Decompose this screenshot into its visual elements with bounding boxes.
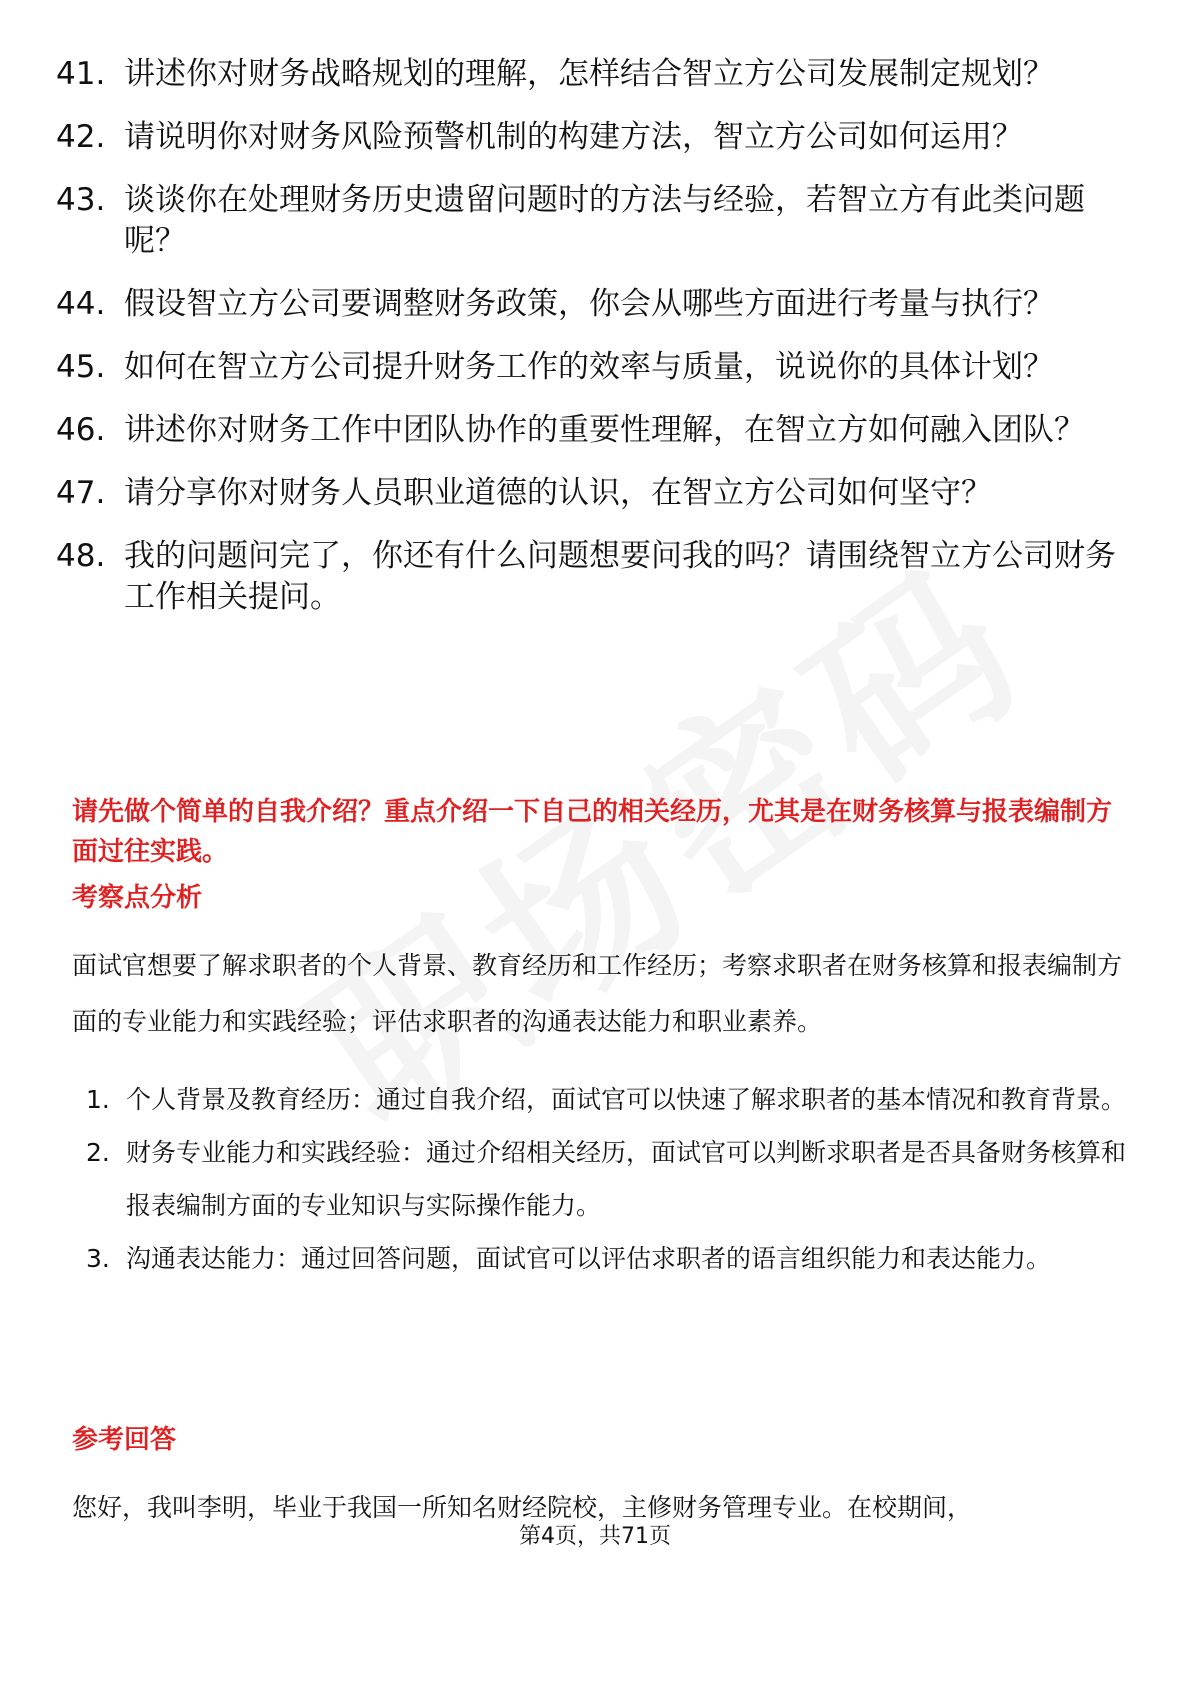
analysis-point (86, 1073, 1126, 1126)
question-item (56, 536, 1126, 618)
analysis-intro: 面试官想要了解求职者的个人背景、教育经历和工作经历；考察求职者在财务核算和报表编制方面的专业能力和实践经验；评估求职者的沟通表达能力和职业素养。 (72, 951, 1123, 1036)
question-item (56, 117, 1126, 158)
answer-heading: 参考回答 (72, 1425, 177, 1455)
analysis-point-text: 个人背景及教育经历：通过自我介绍，面试官可以快速了解求职者的基本情况和教育背景。 (126, 1085, 1127, 1114)
analysis-point-number: 1. (86, 1085, 110, 1114)
question-number: 46. (56, 412, 106, 448)
question-item (56, 347, 1126, 388)
question-number: 44. (56, 286, 106, 322)
question-item (56, 54, 1126, 95)
answer-text: 您好，我叫李明，毕业于我国一所知名财经院校，主修财务管理专业。在校期间， (72, 1493, 973, 1522)
question-item (56, 180, 1126, 262)
question-number: 45. (56, 349, 106, 385)
question-number: 48. (56, 538, 106, 574)
question-text: 如何在智立方公司提升财务工作的效率与质量，说说你的具体计划？ (124, 349, 1054, 385)
question-number: 47. (56, 475, 106, 511)
question-text: 请说明你对财务风险预警机制的构建方法，智立方公司如何运用？ (124, 119, 1023, 155)
featured-question: 请先做个简单的自我介绍？重点介绍一下自己的相关经历，尤其是在财务核算与报表编制方面过往实践。 (72, 797, 1113, 867)
question-text: 讲述你对财务工作中团队协作的重要性理解，在智立方如何融入团队？ (124, 412, 1085, 448)
analysis-point-number: 3. (86, 1244, 110, 1273)
question-text: 讲述你对财务战略规划的理解，怎样结合智立方公司发展制定规划？ (124, 56, 1054, 92)
question-number: 43. (56, 182, 106, 218)
question-text: 假设智立方公司要调整财务政策，你会从哪些方面进行考量与执行？ (124, 286, 1054, 322)
page-number: 第4页，共71页 (0, 1522, 1190, 1552)
question-item (56, 284, 1126, 325)
analysis-point-number: 2. (86, 1138, 110, 1167)
question-number: 42. (56, 119, 106, 155)
question-text: 谈谈你在处理财务历史遗留问题时的方法与经验，若智立方有此类问题呢？ (124, 182, 1085, 259)
question-number: 41. (56, 56, 106, 92)
question-list (56, 54, 1126, 640)
analysis-point-text: 财务专业能力和实践经验：通过介绍相关经历，面试官可以判断求职者是否具备财务核算和报表编制方面的专业知识与实际操作能力。 (126, 1138, 1127, 1220)
question-item (56, 410, 1126, 451)
analysis-point (86, 1126, 1126, 1232)
analysis-point-text: 沟通表达能力：通过回答问题，面试官可以评估求职者的语言组织能力和表达能力。 (126, 1244, 1052, 1273)
question-item (56, 473, 1126, 514)
question-text: 请分享你对财务人员职业道德的认识，在智立方公司如何坚守？ (124, 475, 992, 511)
analysis-points (86, 1073, 1126, 1285)
question-text: 我的问题问完了，你还有什么问题想要问我的吗？请围绕智立方公司财务工作相关提问。 (124, 538, 1116, 615)
analysis-heading: 考察点分析 (72, 883, 203, 913)
analysis-point (86, 1232, 1126, 1285)
